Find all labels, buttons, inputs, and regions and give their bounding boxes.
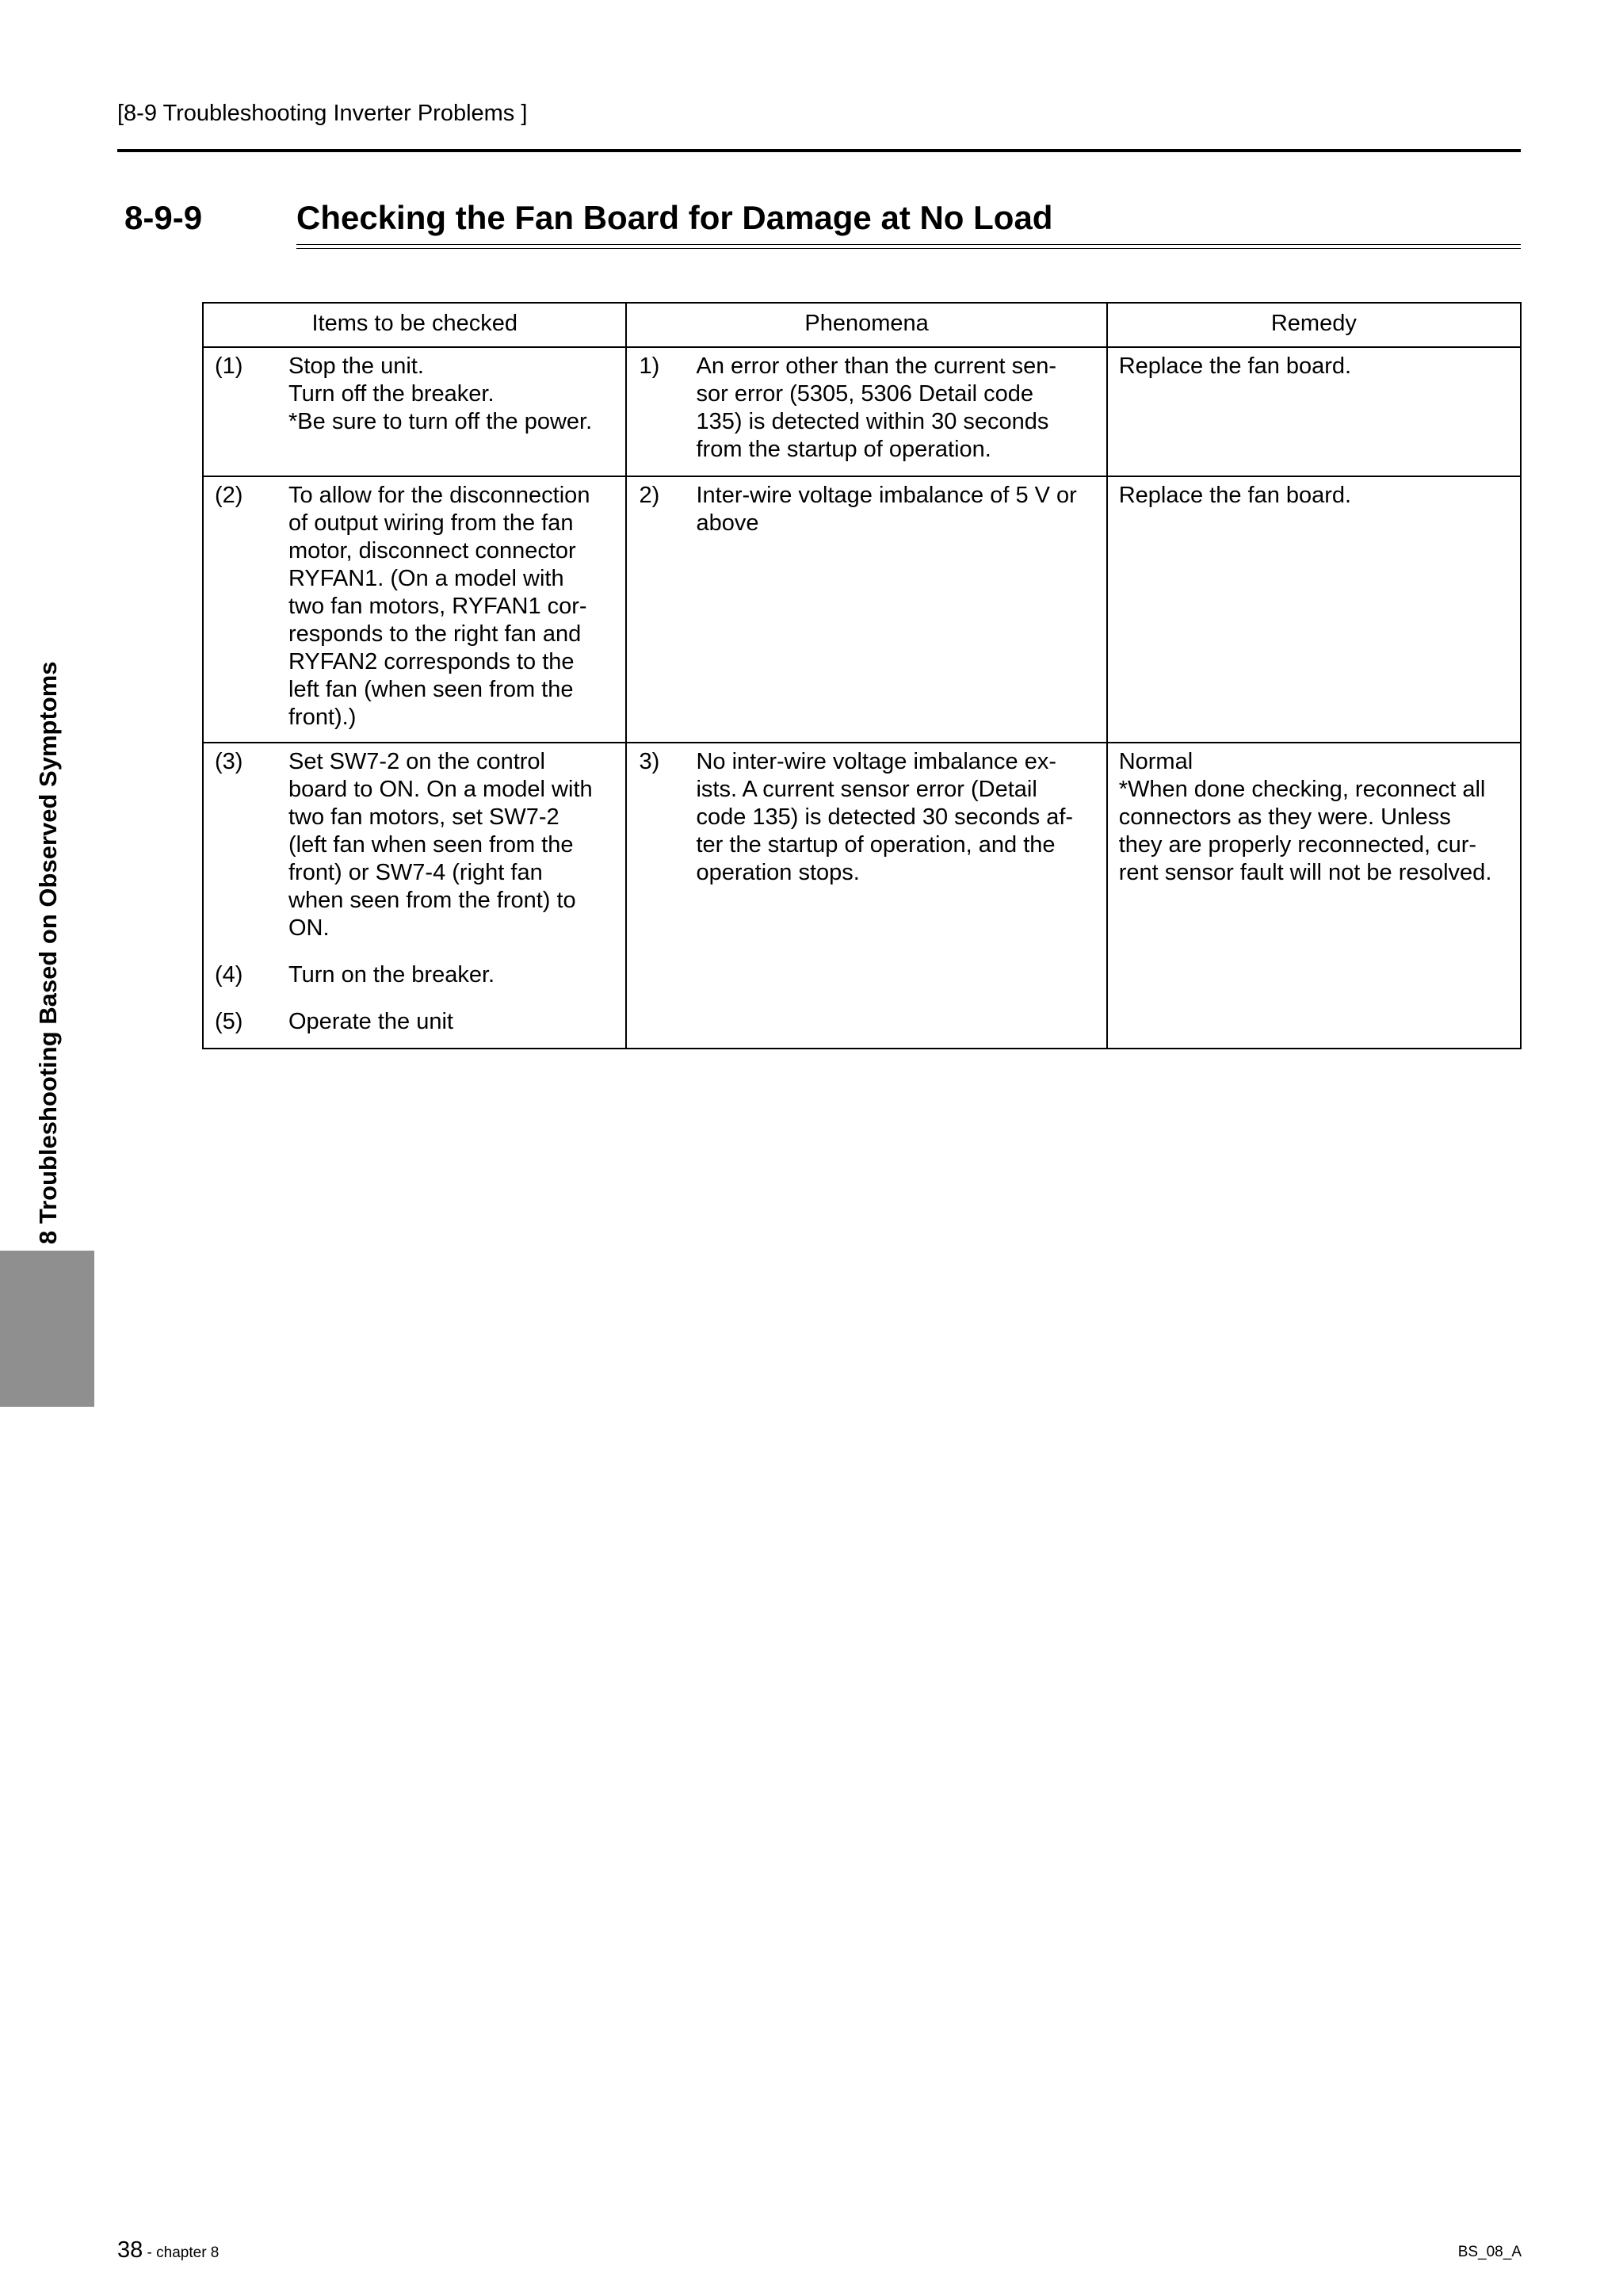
table-row (203, 347, 1521, 476)
item-number: (1) (215, 353, 243, 379)
item-number: (2) (215, 483, 243, 508)
item-text: Set SW7-2 on the control board to ON. On a model with two fan motors, set SW7-2 (left fan when seen from the front) or SW7-4 (right fan when seen from the front) to ON. (288, 749, 593, 941)
remedy-cell (1107, 476, 1521, 743)
table-header-row (203, 303, 1521, 347)
section-title: Checking the Fan Board for Damage at No Load (296, 199, 1053, 236)
phenomena-cell (626, 743, 1106, 1049)
header-phenomena: Phenomena (626, 303, 1106, 347)
remedy-text: Replace the fan board. (1118, 353, 1352, 379)
phenomena-number: 2) (639, 483, 660, 508)
header-items: Items to be checked (203, 303, 626, 347)
header-rule (117, 149, 1521, 152)
item-cell (203, 476, 626, 743)
phenomena-text: An error other than the current sen- sor error (5305, 5306 Detail code 135) is detected within 30 seconds from the startup of operation. (696, 353, 1057, 462)
item-text: To allow for the disconnection of output wiring from the fan motor, disconnect connector RYFAN1. (On a model with two fan motors, RYFAN1 cor- responds to the right fan and RYFAN2 corresponds to the left fan (when seen from the front).) (288, 483, 590, 730)
remedy-cell (1107, 347, 1521, 476)
chapter-thumb-tab (0, 1251, 94, 1407)
header-remedy: Remedy (1107, 303, 1521, 347)
remedy-text: Normal *When done checking, reconnect all connectors as they were. Unless they are properly reconnected, cur- rent sensor fault will not be resolved. (1118, 749, 1492, 885)
item-text: Stop the unit. Turn off the breaker. *Be sure to turn off the power. (288, 353, 593, 434)
item-number: (4) (215, 962, 243, 988)
chapter-label: chapter 8 (156, 2244, 220, 2261)
phenomena-cell (626, 476, 1106, 743)
phenomena-text: Inter-wire voltage imbalance of 5 V or above (696, 483, 1077, 536)
check-table (202, 302, 1522, 1049)
document-code: BS_08_A (1457, 2244, 1522, 2260)
item-cell (203, 743, 626, 1049)
item-number: (3) (215, 749, 243, 774)
phenomena-number: 3) (639, 749, 660, 774)
phenomena-cell (626, 347, 1106, 476)
phenomena-text: No inter-wire voltage imbalance ex- ists. A current sensor error (Detail code 135) is detected 30 seconds af- ter the startup of operation, and the operation stops. (696, 749, 1074, 885)
chapter-side-label: 8 Troubleshooting Based on Observed Symptoms (34, 661, 62, 1244)
page-number: 38 (117, 2237, 143, 2263)
title-rule (296, 244, 1521, 249)
running-header: [8-9 Troubleshooting Inverter Problems ] (117, 101, 528, 126)
remedy-text: Replace the fan board. (1118, 483, 1352, 508)
phenomena-number: 1) (639, 353, 660, 379)
table-row (203, 476, 1521, 743)
page-footer-left (117, 2237, 219, 2267)
table-row (203, 743, 1521, 1049)
item-text: Turn on the breaker. (288, 962, 495, 988)
item-text: Operate the unit (288, 1009, 453, 1034)
remedy-cell (1107, 743, 1521, 1049)
footer-separator: - (143, 2244, 157, 2261)
item-cell (203, 347, 626, 476)
section-number: 8-9-9 (124, 199, 203, 236)
item-number: (5) (215, 1009, 243, 1034)
